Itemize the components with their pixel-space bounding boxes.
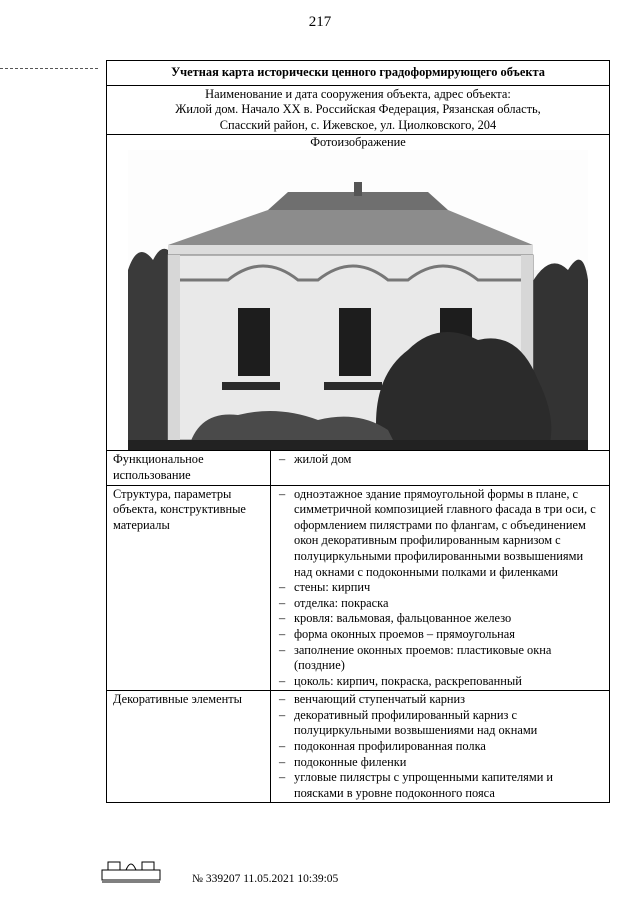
office-seal-logo (100, 856, 162, 884)
list-item: – кровля: вальмовая, фальцованное железо (277, 611, 603, 627)
object-name-block (107, 85, 610, 135)
list-item: – форма оконных проемов – прямоугольная (277, 627, 603, 643)
functional-label: Функциональное использование (107, 451, 271, 485)
photo-block (107, 135, 610, 451)
object-name-line1: Жилой дом. Начало XX в. Российская Федерация, Рязанская область, (175, 102, 541, 117)
list-item: – венчающий ступенчатый карниз (277, 692, 603, 708)
decor-values (271, 691, 610, 803)
object-name-heading: Наименование и дата сооружения объекта, адрес объекта: (205, 86, 511, 101)
decor-label: Декоративные элементы (107, 691, 271, 803)
list-item: – угловые пилястры с упрощенными капителями и поясками в уровне подоконного пояса (277, 770, 603, 801)
building-photo (128, 150, 588, 450)
list-item: – отделка: покраска (277, 596, 603, 612)
structure-label: Структура, параметры объекта, конструктивные материалы (107, 485, 271, 691)
functional-values (271, 451, 610, 485)
list-item: – стены: кирпич (277, 580, 603, 596)
list-item: – подоконная профилированная полка (277, 739, 603, 755)
structure-values (271, 485, 610, 691)
list-item: – одноэтажное здание прямоугольной формы в плане, с симметричной композицией главного фасада в три оси, с оформлением пилястрами по флангам, с объединением окон декоративным профилированным карнизом с полуциркульными профилированными возвышениями над окнами с подоконными полками и филенками (277, 487, 603, 581)
photo-caption: Фотоизображение (310, 135, 406, 150)
page-number: 217 (308, 14, 332, 30)
list-item: – жилой дом (277, 452, 603, 468)
object-name-line2: Спасский район, с. Ижевское, ул. Циолковского, 204 (219, 117, 497, 132)
card-title: Учетная карта исторически ценного градоформирующего объекта (107, 61, 610, 86)
document-stamp: № 339207 11.05.2021 10:39:05 (192, 873, 339, 885)
list-item: – цоколь: кирпич, покраска, раскрепованный (277, 674, 603, 690)
list-item: – заполнение оконных проемов: пластиковые окна (поздние) (277, 643, 603, 674)
list-item: – подоконные филенки (277, 755, 603, 771)
scan-artifact-line (0, 68, 98, 69)
list-item: – декоративный профилированный карниз с полуциркульными возвышениями над окнами (277, 708, 603, 739)
registration-card (106, 60, 610, 803)
